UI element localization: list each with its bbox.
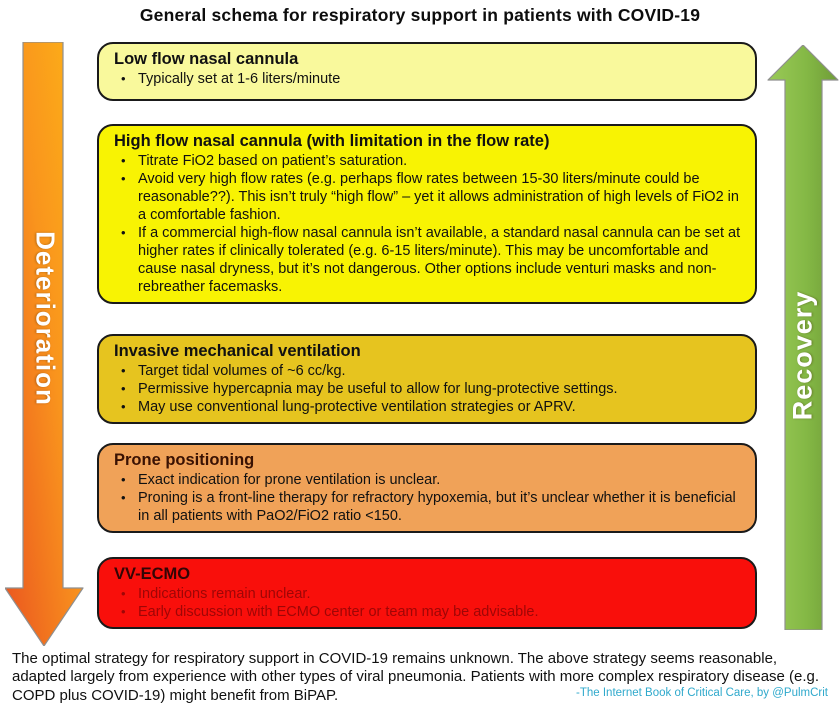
therapy-box-title: Low flow nasal cannula — [114, 50, 299, 68]
therapy-bullet-list — [112, 153, 743, 297]
bullet-item: • Proning is a front-line therapy for refractory hypoxemia, but it’s unclear whether it is beneficial in all patients with PaO2/FiO2 ratio <150. — [112, 490, 743, 526]
diagram-title: General schema for respiratory support in patients with COVID-19 — [139, 5, 701, 25]
deterioration-down-arrow-icon — [5, 42, 95, 646]
footer-note: The optimal strategy for respiratory support in COVID-19 remains unknown. The above strategy seems reasonable, adapted largely from experience with other types of viral pneumonia. Patients with more complex respiratory disease (e.g. COPD plus COVID-19) might benefit from BiPAP. — [12, 650, 820, 704]
recovery-arrow-label: Recovery — [787, 290, 818, 421]
bullet-item: • Exact indication for prone ventilation is unclear. — [112, 472, 743, 490]
bullet-item: • Typically set at 1-6 liters/minute — [112, 71, 743, 89]
therapy-bullet-list — [112, 472, 743, 526]
therapy-bullet-list — [112, 586, 743, 622]
therapy-box-vv-ecmo — [97, 557, 757, 629]
deterioration-arrow-label: Deterioration — [30, 231, 61, 406]
bullet-item: • Early discussion with ECMO center or team may be advisable. — [112, 604, 743, 622]
therapy-box-invasive-mechanical-ventilation — [97, 334, 757, 424]
therapy-box-high-flow-nasal-cannula — [97, 124, 757, 304]
therapy-box-title: Prone positioning — [114, 451, 255, 469]
bullet-item: • Avoid very high flow rates (e.g. perhaps flow rates between 15-30 liters/minute could be reasonable??). This isn’t truly “high flow” – yet it allows administration of high levels of FiO2 in a comfortable fashion. — [112, 171, 743, 225]
bullet-item: • Titrate FiO2 based on patient’s saturation. — [112, 153, 743, 171]
therapy-box-title: Invasive mechanical ventilation — [114, 342, 361, 360]
bullet-item: • Target tidal volumes of ~6 cc/kg. — [112, 363, 743, 381]
bullet-item: • Permissive hypercapnia may be useful to allow for lung-protective settings. — [112, 381, 743, 399]
therapy-box-title: VV-ECMO — [114, 565, 191, 583]
therapy-box-low-flow-nasal-cannula — [97, 42, 757, 101]
therapy-bullet-list — [112, 71, 743, 89]
therapy-box-title: High flow nasal cannula (with limitation in the flow rate) — [114, 132, 550, 150]
recovery-up-arrow-icon — [765, 45, 839, 630]
bullet-item: • May use conventional lung-protective ventilation strategies or APRV. — [112, 399, 743, 417]
attribution-credit: -The Internet Book of Critical Care, by @PulmCrit — [576, 687, 828, 699]
bullet-item: • Indications remain unclear. — [112, 586, 743, 604]
bullet-item: • If a commercial high-flow nasal cannula isn’t available, a standard nasal cannula can be set at higher rates if clinically tolerated (e.g. 6-15 liters/minute). This may be uncomfortable and cause nasal dryness, but it’s not dangerous. Other options include venturi masks and non-rebreather facemasks. — [112, 225, 743, 297]
therapy-box-prone-positioning — [97, 443, 757, 533]
therapy-bullet-list — [112, 363, 743, 417]
